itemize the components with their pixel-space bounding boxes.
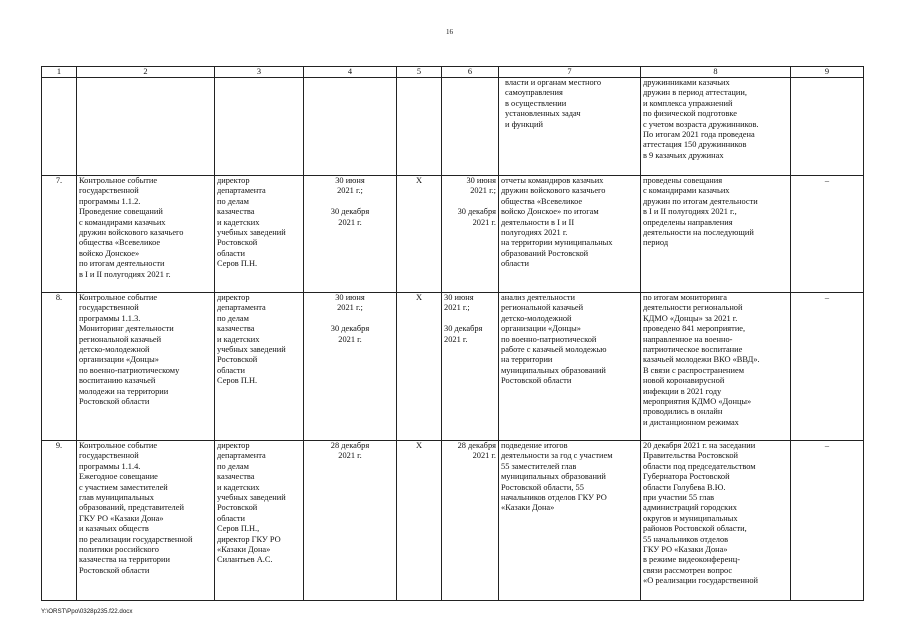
report-table [41, 66, 864, 601]
event-cell: Контрольное событие государственной программы 1.1.2. Проведение совещаний с командирами казачьих дружин войскового казачьего общества «Всевеликое войско Донское» по итогам деятельности в I и II полугодиях 2021 г. [77, 176, 215, 293]
row-number: 7. [42, 176, 77, 293]
actual-date-cell: 30 июня 2021 г.; 30 декабря 2021 г. [442, 293, 499, 441]
planned-result-cell: подведение итогов деятельности за год с участием 55 заместителей глав муниципальных образований Ростовской области, 55 начальников отделов ГКУ РО «Казаки Дона» [499, 441, 641, 601]
col-header-9: 9 [791, 67, 864, 78]
actual-result-cell: дружинниками казачьих дружин в период аттестации, и комплекса упражнений по физической подготовке с учетом возраста дружинников. По итогам 2021 года проведена аттестация 150 дружинников в 9 казачьих дружинах [641, 78, 791, 176]
mark-cell [397, 78, 442, 176]
col-header-2: 2 [77, 67, 215, 78]
note-cell [791, 78, 864, 176]
event-cell [77, 78, 215, 176]
col-header-4: 4 [304, 67, 397, 78]
table-row [42, 293, 864, 441]
note-cell: – [791, 441, 864, 601]
actual-date-cell: 30 июня 2021 г.; 30 декабря 2021 г. [442, 176, 499, 293]
planned-date-cell: 30 июня 2021 г.; 30 декабря 2021 г. [304, 293, 397, 441]
event-cell: Контрольное событие государственной программы 1.1.4. Ежегодное совещание с участием заместителей глав муниципальных образований, представителей ГКУ РО «Казаки Дона» и казачьих обществ по реализации государственной политики российского казачества на территории Ростовской области [77, 441, 215, 601]
col-header-1: 1 [42, 67, 77, 78]
row-number: 8. [42, 293, 77, 441]
col-header-5: 5 [397, 67, 442, 78]
actual-result-cell: проведены совещания с командирами казачьих дружин по итогам деятельности в I и II полугодиях 2021 г., определены направления деятельности на последующий период [641, 176, 791, 293]
col-header-6: 6 [442, 67, 499, 78]
mark-cell: Х [397, 176, 442, 293]
mark-cell: Х [397, 293, 442, 441]
row-number: 9. [42, 441, 77, 601]
note-cell: – [791, 176, 864, 293]
actual-result-cell: 20 декабря 2021 г. на заседании Правительства Ростовской области под председательством Губернатора Ростовской области Голубева В.Ю. при участии 55 глав администраций городских округов и муниципальных районов Ростовской области, 55 начальников отделов ГКУ РО «Казаки Дона» в режиме видеоконференц- связи рассмотрен вопрос «О реализации государственной [641, 441, 791, 601]
planned-result-cell: анализ деятельности региональной казачьей детско-молодежной организации «Донцы» по военно-патриотической работе с казачьей молодежью на территории муниципальных образований Ростовской области [499, 293, 641, 441]
header-row [42, 67, 864, 78]
actual-date-cell [442, 78, 499, 176]
mark-cell: Х [397, 441, 442, 601]
table-row [42, 78, 864, 176]
planned-result-cell: отчеты командиров казачьих дружин войскового казачьего общества «Всевеликое войско Донское» по итогам деятельности в I и II полугодиях 2021 г. на территории муниципальных образований Ростовской области [499, 176, 641, 293]
table-row [42, 441, 864, 601]
event-cell: Контрольное событие государственной программы 1.1.3. Мониторинг деятельности региональной казачьей детско-молодежной организации «Донцы» по военно-патриотическому воспитанию казачьей молодежи на территории Ростовской области [77, 293, 215, 441]
planned-result-cell: власти и органам местного самоуправления в осуществлении установленных задач и функций [499, 78, 641, 176]
responsible-cell: директор департамента по делам казачества и кадетских учебных заведений Ростовской области Серов П.Н. [215, 176, 304, 293]
col-header-3: 3 [215, 67, 304, 78]
table-row [42, 176, 864, 293]
planned-date-cell [304, 78, 397, 176]
note-cell: – [791, 293, 864, 441]
responsible-cell: директор департамента по делам казачества и кадетских учебных заведений Ростовской области Серов П.Н., директор ГКУ РО «Казаки Дона» Силантьев А.С. [215, 441, 304, 601]
responsible-cell [215, 78, 304, 176]
actual-date-cell: 28 декабря 2021 г. [442, 441, 499, 601]
actual-result-cell: по итогам мониторинга деятельности региональной КДМО «Донцы» за 2021 г. проведено 841 мероприятие, направленное на военно- патриотическое воспитание казачьей молодежи ВКО «ВВД». В связи с распространением новой коронавирусной инфекции в 2021 году мероприятия КДМО «Донцы» проводились в онлайн и дистанционном режимах [641, 293, 791, 441]
responsible-cell: директор департамента по делам казачества и кадетских учебных заведений Ростовской области Серов П.Н. [215, 293, 304, 441]
planned-date-cell: 30 июня 2021 г.; 30 декабря 2021 г. [304, 176, 397, 293]
file-path-footer: Y:\ORST\Ppo\0328p235.f22.docx [41, 608, 133, 615]
row-number [42, 78, 77, 176]
col-header-7: 7 [499, 67, 641, 78]
page-number: 16 [446, 28, 453, 36]
col-header-8: 8 [641, 67, 791, 78]
planned-date-cell: 28 декабря 2021 г. [304, 441, 397, 601]
